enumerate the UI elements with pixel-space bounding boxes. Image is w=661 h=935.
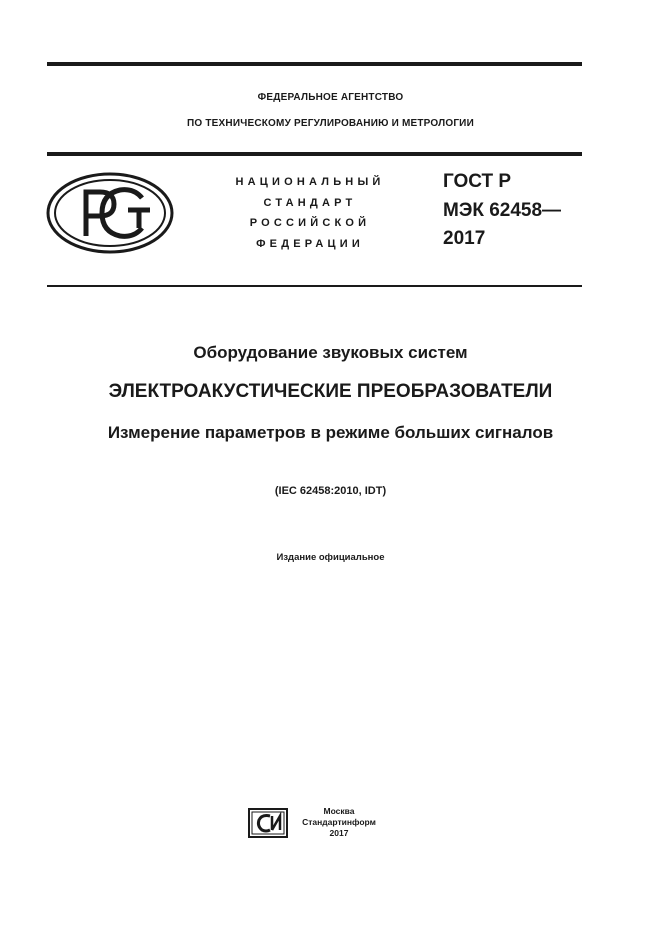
standard-type-line-4: ФЕДЕРАЦИИ — [256, 237, 364, 250]
top-rule — [47, 62, 582, 66]
standard-type-line-2: СТАНДАРТ — [263, 196, 357, 209]
edition-label: Издание официальное — [276, 552, 385, 563]
agency-name-line-1: ФЕДЕРАЛЬНОЕ АГЕНТСТВО — [257, 92, 404, 103]
rst-emblem-icon — [46, 172, 174, 254]
standard-type-line-1: НАЦИОНАЛЬНЫЙ — [235, 176, 385, 188]
publisher-year: 2017 — [329, 828, 349, 838]
designation-line-3: 2017 — [443, 228, 486, 249]
designation-line-2: МЭК 62458— — [443, 199, 562, 221]
document-title-main: ЭЛЕКТРОАКУСТИЧЕСКИЕ ПРЕОБРАЗОВАТЕЛИ — [108, 381, 553, 402]
international-reference: (IEC 62458:2010, IDT) — [274, 485, 387, 497]
standartinform-logo-icon — [248, 808, 288, 838]
header-rule — [47, 152, 582, 156]
designation-line-1: ГОСТ Р — [443, 171, 512, 192]
header-bottom-rule — [47, 285, 582, 287]
document-title-line-3: Измерение параметров в режиме больших сигналов — [107, 423, 554, 442]
standard-designation — [443, 168, 561, 254]
publisher-block — [294, 806, 384, 839]
standard-type-block — [212, 172, 408, 254]
agency-name-line-2: ПО ТЕХНИЧЕСКОМУ РЕГУЛИРОВАНИЮ И МЕТРОЛОГИИ — [187, 118, 474, 129]
standard-type-line-3: РОССИЙСКОЙ — [249, 217, 371, 229]
publisher-city: Москва — [323, 806, 355, 816]
publisher-name: Стандартинформ — [302, 817, 376, 827]
document-title-line-1: Оборудование звуковых систем — [193, 343, 468, 362]
